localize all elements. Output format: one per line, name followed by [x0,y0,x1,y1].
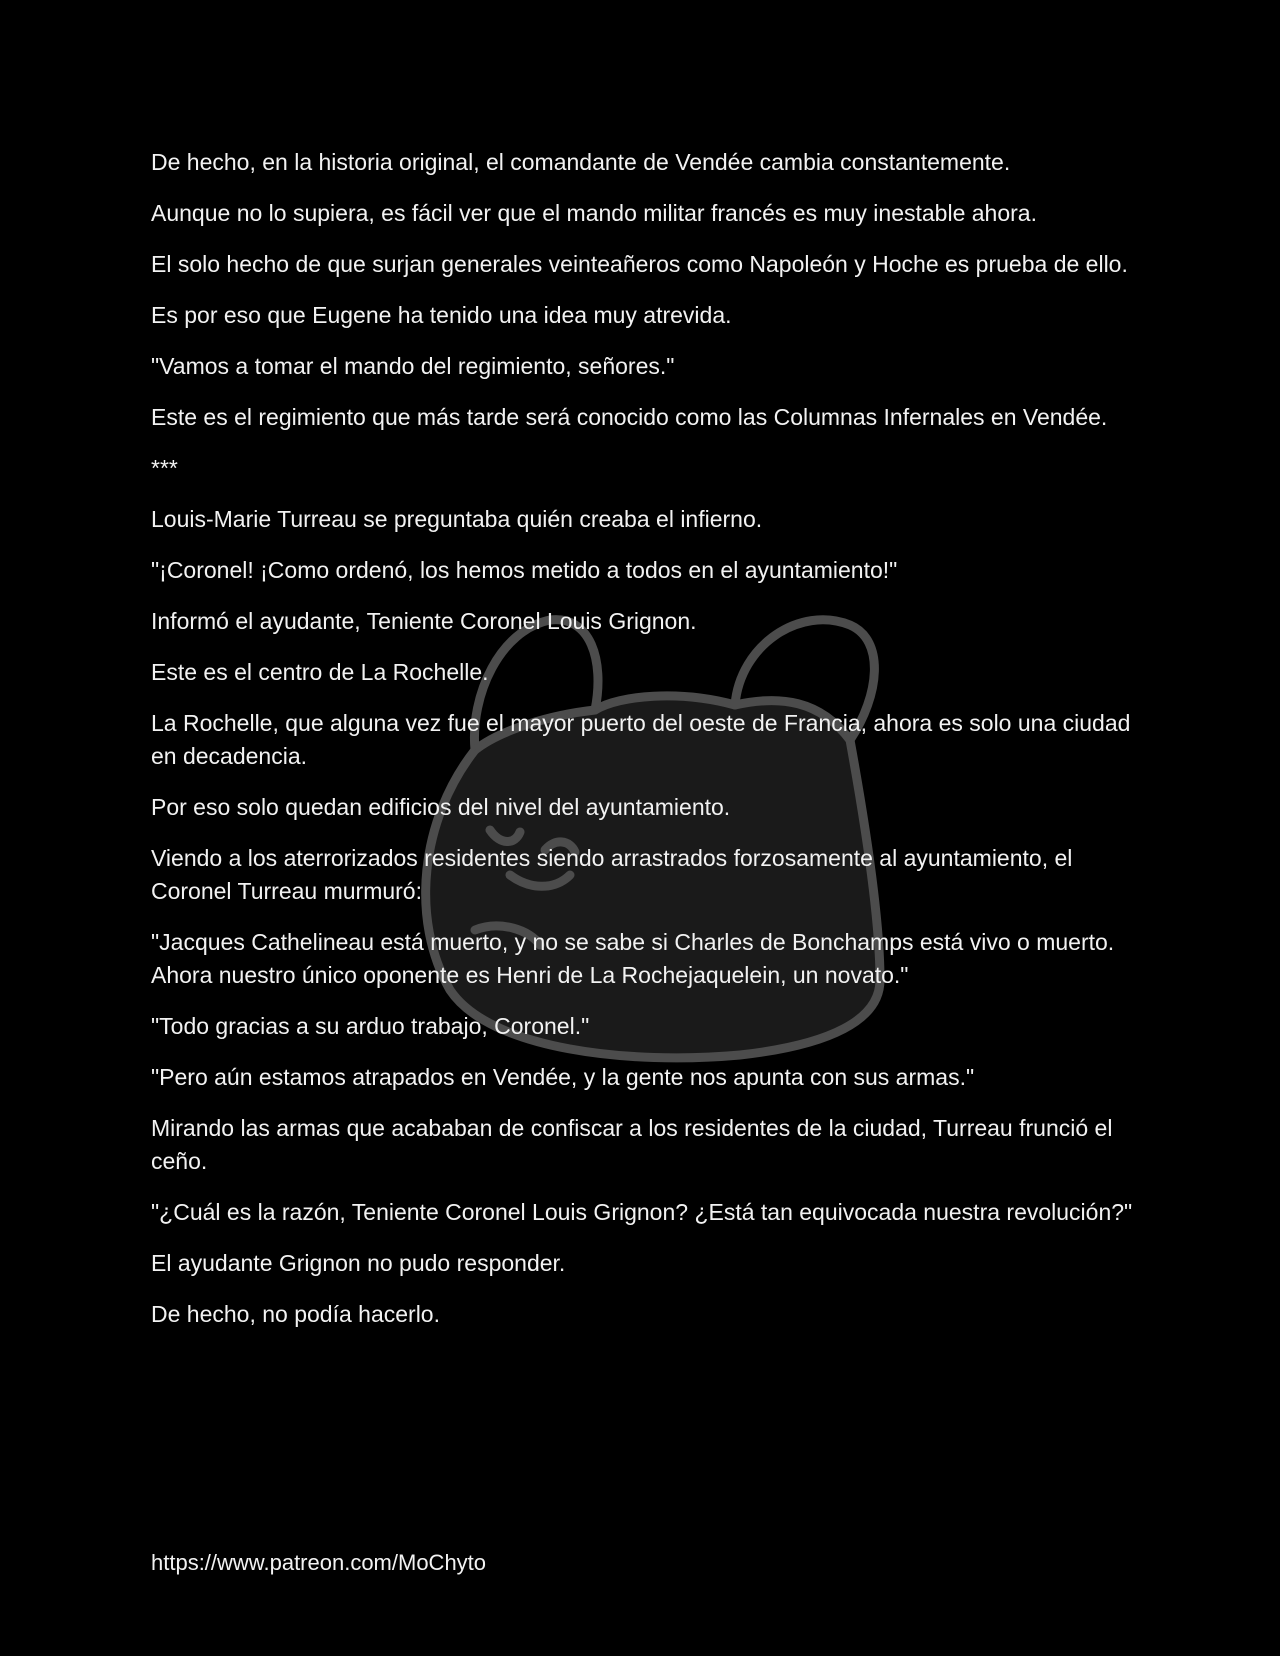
paragraph: "Pero aún estamos atrapados en Vendée, y la gente nos apunta con sus armas." [151,1064,975,1090]
paragraph: "Jacques Cathelineau está muerto, y no se sabe si Charles de Bonchamps está vivo o muerto. Ahora nuestro único oponente es Henri de La Rochejaquelein, un novato." [151,929,1120,988]
paragraph: Aunque no lo supiera, es fácil ver que el mando militar francés es muy inestable ahora. [151,200,1037,226]
paragraph: De hecho, no podía hacerlo. [151,1301,440,1327]
paragraph: Por eso solo quedan edificios del nivel del ayuntamiento. [151,794,731,820]
paragraph: "¿Cuál es la razón, Teniente Coronel Louis Grignon? ¿Está tan equivocada nuestra revolución?" [151,1199,1133,1225]
paragraph: El solo hecho de que surjan generales veinteañeros como Napoleón y Hoche es prueba de ello. [151,251,1128,277]
paragraph: De hecho, en la historia original, el comandante de Vendée cambia constantemente. [151,149,1011,175]
paragraph: Informó el ayudante, Teniente Coronel Louis Grignon. [151,608,697,634]
paragraph: Este es el centro de La Rochelle. [151,659,489,685]
document-body [151,146,1141,1349]
paragraph: Es por eso que Eugene ha tenido una idea muy atrevida. [151,302,732,328]
paragraph: "Todo gracias a su arduo trabajo, Coronel." [151,1013,590,1039]
paragraph: Viendo a los aterrorizados residentes siendo arrastrados forzosamente al ayuntamiento, el Coronel Turreau murmuró: [151,845,1079,904]
paragraph: Mirando las armas que acababan de confiscar a los residentes de la ciudad, Turreau frunció el ceño. [151,1115,1119,1174]
paragraph: "¡Coronel! ¡Como ordenó, los hemos metido a todos en el ayuntamiento!" [151,557,898,583]
paragraph: Este es el regimiento que más tarde será conocido como las Columnas Infernales en Vendée. [151,404,1108,430]
section-separator: *** [151,455,178,481]
paragraph: El ayudante Grignon no pudo responder. [151,1250,566,1276]
paragraph: La Rochelle, que alguna vez fue el mayor puerto del oeste de Francia, ahora es solo una ciudad en decadencia. [151,710,1137,769]
patreon-link[interactable]: https://www.patreon.com/MoChyto [151,1550,487,1575]
paragraph: Louis-Marie Turreau se preguntaba quién creaba el infierno. [151,506,763,532]
paragraph: "Vamos a tomar el mando del regimiento, señores." [151,353,675,379]
